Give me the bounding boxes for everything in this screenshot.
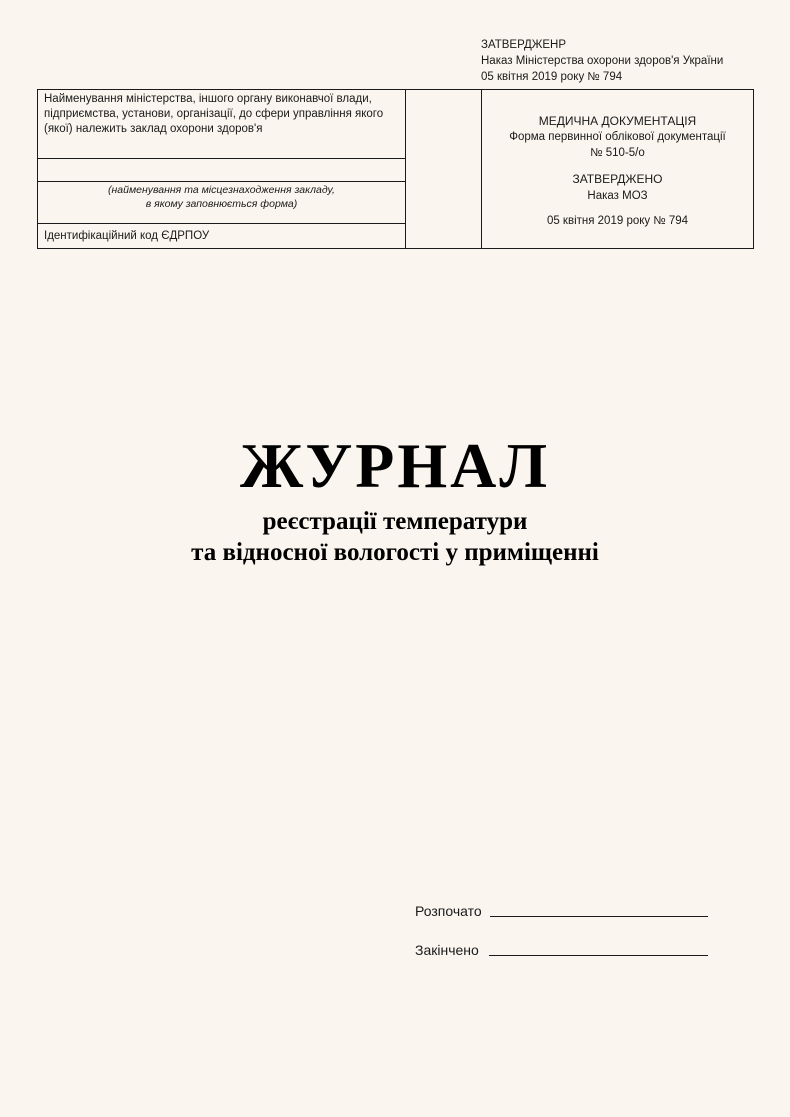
approval-order: Наказ Міністерства охорони здоров'я України: [481, 55, 724, 67]
page-subtitle-line1: реєстрації температури: [262, 508, 528, 535]
finished-label: Закінчено: [415, 942, 479, 958]
institution-hint-cell: [38, 182, 405, 224]
institution-column: [38, 90, 406, 248]
ministry-label-line3: (якої) належить заклад охорони здоров'я: [44, 123, 263, 135]
edrpou-cell: [38, 224, 405, 248]
page-title: ЖУРНАЛ: [239, 430, 551, 501]
med-doc-label: МЕДИЧНА ДОКУМЕНТАЦІЯ: [538, 114, 697, 128]
form-info-column: [482, 90, 753, 248]
page-subtitle-line2: та відносної вологості у приміщенні: [191, 539, 599, 566]
started-row: [415, 902, 482, 920]
code-column: [406, 90, 482, 248]
ministry-label-line1: Найменування міністерства, іншого органу виконавчої влади,: [44, 93, 372, 105]
approval-stamp: [481, 37, 723, 85]
finished-row: [415, 941, 479, 959]
started-date-field[interactable]: [490, 916, 708, 917]
edrpou-label: Ідентифікаційний код ЄДРПОУ: [44, 230, 210, 242]
order-label: Наказ МОЗ: [587, 190, 648, 202]
ministry-cell: [38, 90, 405, 159]
form-description: Форма первинної облікової документації: [509, 131, 726, 143]
approval-date: 05 квітня 2019 року № 794: [481, 71, 623, 83]
ministry-label-line2: підприємства, установи, організації, до сфери управління якого: [44, 108, 384, 120]
approved-label: ЗАТВЕРДЖЕНО: [572, 172, 663, 186]
institution-hint-line2: в якому заповнюється форма): [145, 198, 298, 210]
finished-date-field[interactable]: [489, 955, 708, 956]
institution-hint-line1: (найменування та місцезнаходження закладу,: [108, 184, 335, 196]
institution-name-blank[interactable]: [38, 159, 405, 182]
approval-title: ЗАТВЕРДЖЕНР: [481, 39, 567, 51]
form-number: № 510-5/о: [590, 147, 645, 159]
started-label: Розпочато: [415, 903, 482, 919]
header-table: [37, 89, 754, 249]
order-date: 05 квітня 2019 року № 794: [546, 215, 689, 227]
